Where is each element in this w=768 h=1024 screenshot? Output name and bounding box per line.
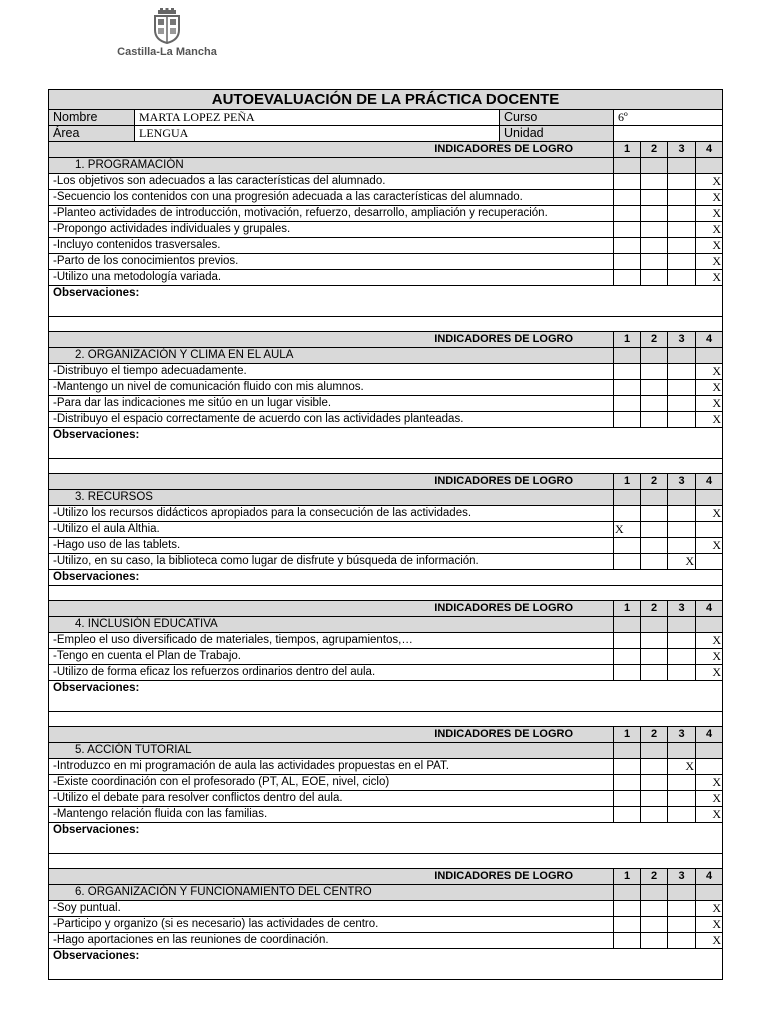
indicator-text: -Soy puntual. (49, 901, 614, 917)
observations-field[interactable]: Observaciones: (49, 949, 723, 980)
indicator-header-label: INDICADORES DE LOGRO (49, 474, 614, 490)
score-cell-2[interactable] (641, 665, 668, 681)
scale-header-2: 2 (641, 869, 668, 885)
score-cell-2[interactable] (641, 364, 668, 380)
score-cell-4[interactable] (696, 933, 723, 949)
score-mark: X (712, 917, 722, 931)
score-cell-4[interactable] (696, 396, 723, 412)
score-cell-4[interactable] (696, 364, 723, 380)
score-cell-1[interactable] (614, 506, 641, 522)
indicator-row (49, 254, 723, 270)
score-cell-3[interactable] (668, 633, 696, 649)
score-cell-2[interactable] (641, 917, 668, 933)
score-cell-3[interactable] (668, 364, 696, 380)
score-cell-3[interactable] (668, 649, 696, 665)
indicator-text: -Utilizo de forma eficaz los refuerzos ordinarios dentro del aula. (49, 665, 614, 681)
scale-header-2: 2 (641, 601, 668, 617)
score-mark: X (712, 807, 722, 821)
scale-header-4: 4 (696, 142, 723, 158)
scale-header-3: 3 (668, 142, 696, 158)
section-title-cell (614, 617, 641, 633)
spacer (49, 712, 723, 727)
coat-of-arms-icon (152, 8, 182, 44)
scale-header-2: 2 (641, 474, 668, 490)
scale-header-3: 3 (668, 869, 696, 885)
score-cell-4[interactable] (696, 633, 723, 649)
score-cell-4[interactable] (696, 665, 723, 681)
score-cell-3[interactable] (668, 206, 696, 222)
score-cell-1[interactable] (614, 633, 641, 649)
indicator-header-label: INDICADORES DE LOGRO (49, 869, 614, 885)
indicator-row (49, 206, 723, 222)
section-title: 2. ORGANIZACIÓN Y CLIMA EN EL AULA (49, 348, 614, 364)
score-cell-2[interactable] (641, 807, 668, 823)
score-cell-1[interactable] (614, 775, 641, 791)
score-mark: X (712, 190, 722, 204)
unidad-label: Unidad (500, 126, 614, 142)
scale-header-2: 2 (641, 332, 668, 348)
indicator-row (49, 901, 723, 917)
scale-header-1: 1 (614, 727, 641, 743)
score-mark: X (712, 254, 722, 268)
spacer (49, 854, 723, 869)
indicator-header-label: INDICADORES DE LOGRO (49, 601, 614, 617)
spacer (49, 459, 723, 474)
score-cell-1[interactable] (614, 190, 641, 206)
score-cell-4[interactable] (696, 901, 723, 917)
score-cell-1[interactable] (614, 222, 641, 238)
score-cell-1[interactable] (614, 791, 641, 807)
score-cell-3[interactable] (668, 665, 696, 681)
scale-header-4: 4 (696, 869, 723, 885)
score-cell-2[interactable] (641, 222, 668, 238)
score-cell-1[interactable] (614, 901, 641, 917)
section-title-row (49, 743, 723, 759)
indicator-text: -Mantengo relación fluida con las familias. (49, 807, 614, 823)
section-title-cell (696, 743, 723, 759)
scale-header-4: 4 (696, 601, 723, 617)
score-cell-4[interactable] (696, 380, 723, 396)
score-mark: X (712, 633, 722, 647)
indicator-row (49, 649, 723, 665)
score-cell-2[interactable] (641, 775, 668, 791)
scale-header-3: 3 (668, 332, 696, 348)
score-mark: X (712, 206, 722, 220)
indicator-header-label: INDICADORES DE LOGRO (49, 142, 614, 158)
score-mark: X (712, 396, 722, 410)
section-title-cell (668, 490, 696, 506)
score-cell-3[interactable] (668, 396, 696, 412)
self-evaluation-form (48, 89, 722, 980)
indicator-text: -Hago aportaciones en las reuniones de coordinación. (49, 933, 614, 949)
score-cell-1[interactable] (614, 807, 641, 823)
unidad-value[interactable] (614, 126, 723, 142)
observations-field[interactable]: Observaciones: (49, 286, 723, 317)
section-title-row (49, 158, 723, 174)
indicator-row (49, 917, 723, 933)
score-mark: X (712, 238, 722, 252)
scale-header-1: 1 (614, 601, 641, 617)
score-cell-4[interactable] (696, 522, 723, 538)
scale-header-3: 3 (668, 727, 696, 743)
indicator-text: -Parto de los conocimientos previos. (49, 254, 614, 270)
spacer (49, 586, 723, 601)
score-cell-2[interactable] (641, 554, 668, 570)
observations-row (49, 570, 723, 586)
scale-header-2: 2 (641, 727, 668, 743)
score-mark: X (712, 174, 722, 188)
score-cell-1[interactable] (614, 270, 641, 286)
form-table (48, 89, 723, 980)
indicator-text: -Tengo en cuenta el Plan de Trabajo. (49, 649, 614, 665)
score-cell-2[interactable] (641, 190, 668, 206)
score-cell-3[interactable] (668, 238, 696, 254)
score-cell-3[interactable] (668, 901, 696, 917)
score-mark: X (712, 665, 722, 679)
indicator-text: -Incluyo contenidos trasversales. (49, 238, 614, 254)
indicator-text: -Secuencio los contenidos con una progresión adecuada a las características del alumnado. (49, 190, 614, 206)
score-cell-4[interactable] (696, 206, 723, 222)
observations-row (49, 949, 723, 980)
scale-header-2: 2 (641, 142, 668, 158)
section-title-cell (696, 885, 723, 901)
score-cell-3[interactable] (668, 412, 696, 428)
score-cell-3[interactable] (668, 174, 696, 190)
score-cell-3[interactable] (668, 522, 696, 538)
indicator-text: -Utilizo los recursos didácticos apropiados para la consecución de las actividades. (49, 506, 614, 522)
indicator-text: -Distribuyo el tiempo adecuadamente. (49, 364, 614, 380)
indicator-row (49, 380, 723, 396)
section-gap (49, 712, 723, 727)
score-cell-1[interactable] (614, 412, 641, 428)
score-mark: X (712, 901, 722, 915)
score-cell-2[interactable] (641, 538, 668, 554)
score-cell-3[interactable] (668, 254, 696, 270)
score-cell-3[interactable] (668, 917, 696, 933)
score-cell-1[interactable] (614, 364, 641, 380)
scale-header-1: 1 (614, 869, 641, 885)
score-cell-4[interactable] (696, 807, 723, 823)
section-title-cell (614, 348, 641, 364)
score-mark: X (712, 775, 722, 789)
castilla-la-mancha-logo (114, 6, 220, 60)
score-cell-3[interactable] (668, 190, 696, 206)
score-cell-3[interactable] (668, 538, 696, 554)
section-gap (49, 586, 723, 601)
observations-field[interactable]: Observaciones: (49, 823, 723, 854)
indicator-row (49, 775, 723, 791)
indicator-row (49, 554, 723, 570)
indicator-text: -Planteo actividades de introducción, motivación, refuerzo, desarrollo, ampliación y recuperación. (49, 206, 614, 222)
section-title-row (49, 885, 723, 901)
form-title: AUTOEVALUACIÓN DE LA PRÁCTICA DOCENTE (49, 90, 723, 110)
section-title-cell (641, 885, 668, 901)
indicator-row (49, 791, 723, 807)
scale-header-3: 3 (668, 601, 696, 617)
indicator-row (49, 190, 723, 206)
indicator-text: -Utilizo, en su caso, la biblioteca como lugar de disfrute y búsqueda de información. (49, 554, 614, 570)
score-cell-2[interactable] (641, 396, 668, 412)
score-cell-3[interactable] (668, 933, 696, 949)
score-cell-1[interactable] (614, 396, 641, 412)
indicator-header-row (49, 332, 723, 348)
section-title-cell (668, 158, 696, 174)
score-mark: X (712, 364, 722, 378)
section-gap (49, 854, 723, 869)
score-cell-2[interactable] (641, 412, 668, 428)
score-cell-2[interactable] (641, 174, 668, 190)
indicator-text: -Utilizo el aula Althia. (49, 522, 614, 538)
section-title-cell (641, 348, 668, 364)
score-cell-3[interactable] (668, 775, 696, 791)
score-cell-2[interactable] (641, 380, 668, 396)
score-cell-4[interactable] (696, 791, 723, 807)
indicator-row (49, 506, 723, 522)
score-cell-1[interactable] (614, 380, 641, 396)
score-cell-3[interactable] (668, 222, 696, 238)
indicator-text: -Mantengo un nivel de comunicación fluido con mis alumnos. (49, 380, 614, 396)
score-cell-3[interactable] (668, 791, 696, 807)
indicator-header-row (49, 869, 723, 885)
score-cell-1[interactable] (614, 759, 641, 775)
score-cell-3[interactable] (668, 759, 696, 775)
score-mark: X (685, 759, 694, 773)
indicator-row (49, 222, 723, 238)
score-cell-3[interactable] (668, 807, 696, 823)
indicator-header-label: INDICADORES DE LOGRO (49, 727, 614, 743)
score-cell-2[interactable] (641, 791, 668, 807)
scale-header-1: 1 (614, 142, 641, 158)
score-cell-2[interactable] (641, 270, 668, 286)
indicator-row (49, 538, 723, 554)
score-cell-2[interactable] (641, 206, 668, 222)
section-gap (49, 317, 723, 332)
section-title-cell (641, 617, 668, 633)
score-mark: X (712, 538, 722, 552)
indicator-text: -Introduzco en mi programación de aula las actividades propuestas en el PAT. (49, 759, 614, 775)
scale-header-3: 3 (668, 474, 696, 490)
score-cell-1[interactable] (614, 649, 641, 665)
score-cell-1[interactable] (614, 933, 641, 949)
observations-row (49, 428, 723, 459)
section-title-cell (641, 490, 668, 506)
indicator-row (49, 396, 723, 412)
indicator-row (49, 412, 723, 428)
scale-header-1: 1 (614, 474, 641, 490)
score-cell-1[interactable] (614, 665, 641, 681)
section-title-cell (614, 490, 641, 506)
indicator-header-row (49, 142, 723, 158)
observations-row (49, 681, 723, 712)
spacer (49, 317, 723, 332)
score-cell-1[interactable] (614, 174, 641, 190)
indicator-row (49, 364, 723, 380)
score-cell-2[interactable] (641, 649, 668, 665)
section-gap (49, 459, 723, 474)
section-title-cell (668, 743, 696, 759)
score-cell-3[interactable] (668, 270, 696, 286)
observations-field[interactable]: Observaciones: (49, 681, 723, 712)
section-title: 3. RECURSOS (49, 490, 614, 506)
observations-field[interactable]: Observaciones: (49, 428, 723, 459)
score-cell-1[interactable] (614, 917, 641, 933)
score-cell-3[interactable] (668, 554, 696, 570)
score-cell-3[interactable] (668, 380, 696, 396)
score-mark: X (615, 522, 624, 536)
scale-header-4: 4 (696, 727, 723, 743)
score-cell-2[interactable] (641, 238, 668, 254)
score-cell-1[interactable] (614, 254, 641, 270)
score-cell-4[interactable] (696, 506, 723, 522)
indicator-text: -Propongo actividades individuales y grupales. (49, 222, 614, 238)
indicator-header-label: INDICADORES DE LOGRO (49, 332, 614, 348)
score-mark: X (712, 506, 722, 520)
indicator-row (49, 522, 723, 538)
section-title-row (49, 490, 723, 506)
section-title: 6. ORGANIZACIÓN Y FUNCIONAMIENTO DEL CENTRO (49, 885, 614, 901)
score-cell-4[interactable] (696, 270, 723, 286)
score-mark: X (712, 791, 722, 805)
indicator-header-row (49, 727, 723, 743)
indicator-header-row (49, 474, 723, 490)
score-cell-4[interactable] (696, 222, 723, 238)
score-cell-2[interactable] (641, 933, 668, 949)
score-cell-4[interactable] (696, 190, 723, 206)
section-title-cell (696, 348, 723, 364)
section-title-cell (668, 348, 696, 364)
score-cell-2[interactable] (641, 254, 668, 270)
scale-header-1: 1 (614, 332, 641, 348)
indicator-text: -Distribuyo el espacio correctamente de acuerdo con las actividades planteadas. (49, 412, 614, 428)
score-mark: X (712, 270, 722, 284)
score-cell-2[interactable] (641, 633, 668, 649)
score-cell-4[interactable] (696, 775, 723, 791)
score-cell-4[interactable] (696, 254, 723, 270)
observations-row (49, 823, 723, 854)
indicator-row (49, 174, 723, 190)
score-mark: X (712, 222, 722, 236)
score-cell-2[interactable] (641, 759, 668, 775)
score-cell-1[interactable] (614, 238, 641, 254)
score-mark: X (712, 933, 722, 947)
score-cell-3[interactable] (668, 506, 696, 522)
indicator-text: -Los objetivos son adecuados a las características del alumnado. (49, 174, 614, 190)
indicator-text: -Utilizo el debate para resolver conflictos dentro del aula. (49, 791, 614, 807)
score-cell-1[interactable] (614, 538, 641, 554)
score-cell-4[interactable] (696, 538, 723, 554)
nombre-label: Nombre (49, 110, 135, 126)
section-title-row (49, 348, 723, 364)
score-cell-4[interactable] (696, 917, 723, 933)
observations-row (49, 286, 723, 317)
score-mark: X (712, 412, 722, 426)
score-mark: X (685, 554, 694, 568)
nombre-value[interactable]: MARTA LOPEZ PEÑA (135, 110, 500, 126)
indicator-text: -Existe coordinación con el profesorado (PT, AL, EOE, nivel, ciclo) (49, 775, 614, 791)
score-cell-4[interactable] (696, 759, 723, 775)
observations-field[interactable]: Observaciones: (49, 570, 723, 586)
indicator-row (49, 807, 723, 823)
logo-text: Castilla-La Mancha (117, 46, 217, 58)
score-cell-4[interactable] (696, 174, 723, 190)
score-cell-4[interactable] (696, 554, 723, 570)
score-cell-1[interactable] (614, 554, 641, 570)
area-value[interactable]: LENGUA (135, 126, 500, 142)
section-title: 1. PROGRAMACIÓN (49, 158, 614, 174)
section-title: 4. INCLUSIÓN EDUCATIVA (49, 617, 614, 633)
section-title: 5. ACCIÓN TUTORIAL (49, 743, 614, 759)
section-title-cell (696, 158, 723, 174)
scale-header-4: 4 (696, 332, 723, 348)
section-title-cell (614, 885, 641, 901)
score-cell-2[interactable] (641, 901, 668, 917)
area-label: Área (49, 126, 135, 142)
score-mark: X (712, 649, 722, 663)
section-title-cell (696, 490, 723, 506)
score-cell-4[interactable] (696, 412, 723, 428)
score-cell-1[interactable] (614, 206, 641, 222)
section-title-cell (641, 158, 668, 174)
section-title-cell (668, 617, 696, 633)
indicator-header-row (49, 601, 723, 617)
score-cell-1[interactable] (614, 522, 641, 538)
curso-value[interactable]: 6º (614, 110, 723, 126)
indicator-text: -Empleo el uso diversificado de materiales, tiempos, agrupamientos,… (49, 633, 614, 649)
indicator-row (49, 270, 723, 286)
section-title-cell (641, 743, 668, 759)
indicator-row (49, 633, 723, 649)
scale-header-4: 4 (696, 474, 723, 490)
section-title-cell (668, 885, 696, 901)
indicator-row (49, 933, 723, 949)
score-mark: X (712, 380, 722, 394)
indicator-row (49, 238, 723, 254)
section-title-cell (614, 158, 641, 174)
indicator-row (49, 759, 723, 775)
section-title-cell (696, 617, 723, 633)
score-cell-2[interactable] (641, 522, 668, 538)
indicator-text: -Participo y organizo (si es necesario) las actividades de centro. (49, 917, 614, 933)
indicator-row (49, 665, 723, 681)
section-title-row (49, 617, 723, 633)
score-cell-4[interactable] (696, 649, 723, 665)
indicator-text: -Para dar las indicaciones me sitúo en un lugar visible. (49, 396, 614, 412)
indicator-text: -Utilizo una metodología variada. (49, 270, 614, 286)
section-title-cell (614, 743, 641, 759)
score-cell-2[interactable] (641, 506, 668, 522)
score-cell-4[interactable] (696, 238, 723, 254)
indicator-text: -Hago uso de las tablets. (49, 538, 614, 554)
curso-label: Curso (500, 110, 614, 126)
